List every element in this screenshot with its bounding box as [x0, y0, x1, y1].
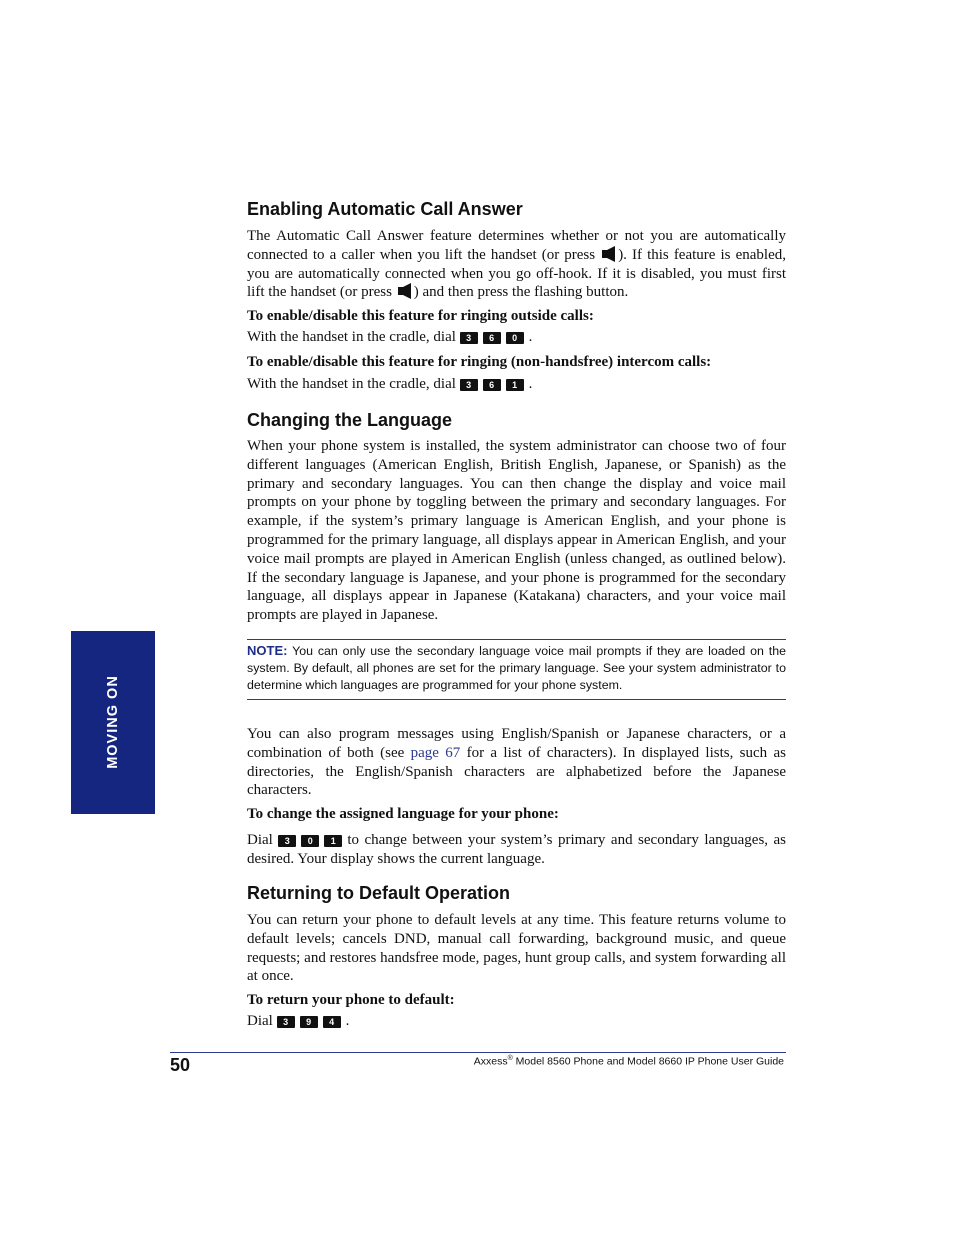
- auto-answer-text-b: ). If this feature is enabled, you are automatically connected when you go off-hook. If it is disabled, you must first lift the handset (or press: [247, 246, 786, 301]
- intercom-calls-heading: To enable/disable this feature for ringing (non-handsfree) intercom calls:: [247, 354, 712, 370]
- page-67-link[interactable]: page 67: [410, 744, 461, 761]
- change-language-text: to change between your system’s primary and secondary languages, as desired. Your display shows the current language.: [247, 832, 787, 867]
- dial-key: 1: [506, 379, 524, 391]
- change-language-heading: To change the assigned language for your phone:: [247, 806, 559, 822]
- outside-calls-text: With the handset in the cradle, dial: [247, 329, 456, 345]
- speaker-icon: [398, 283, 412, 299]
- language-paragraph: When your phone system is installed, the system administrator can choose two of four different languages (American English, British English, Japanese, or Spanish) as the primary and secondary languages. You can then change the display and voice mail prompts on your phone by toggling between the primary and secondary languages. For example, if the system’s primary language is American English, and your phone is programmed for the primary language, all displays appear in American English, and your voice mail prompts are played in American English (unless changed, as outlined below). If the secondary language is Japanese, and your phone is programmed for the secondary language, all displays appear in Japanese (Katakana) characters, and your voice mail prompts are played in Japanese.: [247, 438, 786, 624]
- dial-key: 6: [483, 332, 501, 344]
- language-paragraph-2: [247, 725, 786, 800]
- side-tab-label: MOVING ON: [105, 675, 121, 769]
- dial-label: Dial: [247, 1013, 273, 1029]
- outside-calls-heading: To enable/disable this feature for ringing outside calls:: [247, 308, 594, 324]
- note-label: NOTE:: [247, 643, 288, 658]
- outside-calls-instruction: With the handset in the cradle, dial 3 6 0 .: [247, 329, 533, 345]
- intercom-calls-text: With the handset in the cradle, dial: [247, 376, 456, 392]
- dial-key: 6: [483, 379, 501, 391]
- dial-key: 3: [460, 332, 478, 344]
- note-text: You can only use the secondary language voice mail prompts if they are loaded on the system. By default, all phones are set for the primary language. See your system administrator to determine which languages are programmed for your phone system.: [247, 644, 786, 692]
- dial-key: 0: [301, 835, 319, 847]
- language-text-b: for a list of characters). In displayed lists, such as directories, the English/Spanish characters are alphabetized before the Japanese characters.: [247, 744, 786, 799]
- footer-guide-title: [474, 1055, 784, 1068]
- language-text-a: You can also program messages using English/Spanish or Japanese characters, or a combination of both (see: [247, 726, 786, 761]
- section-title-default: Returning to Default Operation: [247, 883, 510, 903]
- page-number: 50: [170, 1055, 191, 1075]
- auto-answer-paragraph: [247, 227, 786, 302]
- change-language-instruction: [247, 831, 786, 869]
- dial-key: 9: [300, 1016, 318, 1028]
- dial-key: 3: [278, 835, 296, 847]
- registered-mark: ®: [507, 1055, 513, 1062]
- section-title-language: Changing the Language: [247, 410, 452, 430]
- dial-key: 4: [323, 1016, 341, 1028]
- dial-key: 0: [506, 332, 524, 344]
- auto-answer-text-c: ) and then press the flashing button.: [413, 284, 629, 301]
- dial-key: 3: [277, 1016, 295, 1028]
- speaker-icon: [602, 246, 616, 262]
- auto-answer-text-a: The Automatic Call Answer feature determines whether or not you are automatically connected to a caller when you lift the handset (or press: [247, 228, 786, 263]
- intercom-calls-instruction: With the handset in the cradle, dial 3 6 1 .: [247, 376, 533, 392]
- return-default-heading: To return your phone to default:: [247, 992, 455, 1008]
- footer-brand: Axxess: [473, 1055, 508, 1068]
- default-paragraph: You can return your phone to default levels at any time. This feature returns volume to default levels; cancels DND, manual call forwarding, background music, and queue requests; and restores handsfree mode, pages, hunt group calls, and system forwarding all at once.: [247, 912, 786, 985]
- note-box: [247, 639, 786, 700]
- dial-key: 1: [324, 835, 342, 847]
- return-default-instruction: Dial 3 9 4 .: [247, 1013, 350, 1029]
- side-tab: [71, 631, 155, 814]
- section-title-auto-answer: Enabling Automatic Call Answer: [247, 199, 523, 219]
- footer-rule: [170, 1052, 786, 1053]
- footer-title-text: Model 8560 Phone and Model 8660 IP Phone User Guide: [512, 1055, 784, 1068]
- dial-key: 3: [460, 379, 478, 391]
- dial-label: Dial: [247, 832, 273, 848]
